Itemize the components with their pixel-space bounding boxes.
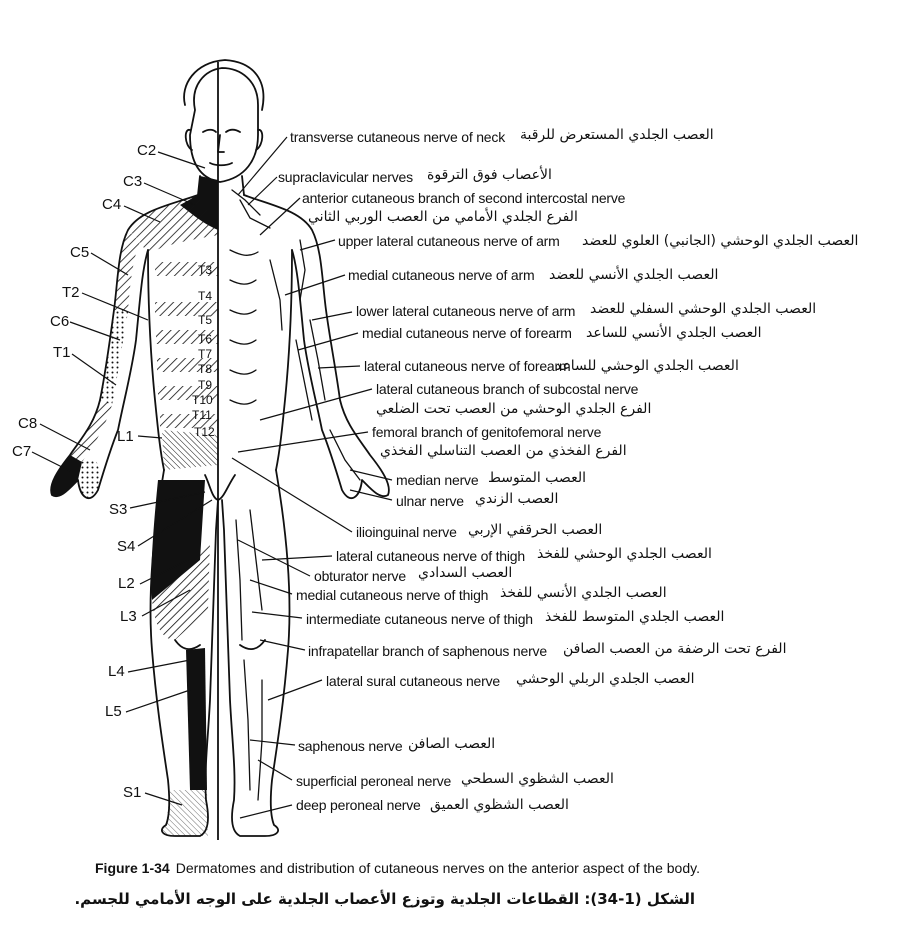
nerve-label-en: medial cutaneous nerve of forearm [362,325,572,341]
nerve-label-en: obturator nerve [314,568,406,584]
label-T1: T1 [53,344,71,361]
nerve-label-en: infrapatellar branch of saphenous nerve [308,643,547,659]
figure-number: Figure 1-34 [95,860,170,876]
label-T6: T6 [198,332,213,346]
nerve-label-ar: العصب الشظوي السطحي [461,771,614,787]
figure-caption-en [95,860,700,876]
nerve-label-ar: العصب الصافن [408,736,496,752]
nerve-label-en: lower lateral cutaneous nerve of arm [356,303,576,319]
label-L5: L5 [105,703,122,720]
label-T3: T3 [198,263,213,277]
label-C6: C6 [50,313,70,330]
label-S3: S3 [109,501,128,518]
nerve-label-ar: العصب الزندي [475,491,559,507]
nerve-label-ar: العصب الحرقفي الإربي [468,522,603,538]
label-T7: T7 [198,347,213,361]
label-C7: C7 [12,443,32,460]
nerve-label-en: supraclavicular nerves [278,169,413,185]
nerve-label-en: superficial peroneal nerve [296,773,452,789]
nerve-label-ar: العصب الجلدي الوحشي (الجانبي) العلوي للعضد [582,233,859,249]
label-L1: L1 [117,428,134,445]
nerve-label-en: anterior cutaneous branch of second intercostal nerve [302,190,626,206]
nerve-label-en: medial cutaneous nerve of arm [348,267,535,283]
nerve-label-ar: العصب الجلدي الوحشي السفلي للعضد [590,301,817,317]
nerve-label-ar: العصب الجلدي المستعرض للرقبة [520,127,714,143]
nerve-label-ar: العصب الجلدي الأنسي للعضد [549,267,719,283]
nerve-label-ar: العصب الجلدي المتوسط للفخذ [545,609,725,625]
nerve-label-ar: العصب المتوسط [488,470,586,486]
nerve-label-ar: الفرع تحت الرضفة من العصب الصافن [563,641,787,657]
label-T8: T8 [198,362,213,376]
nerve-label-en: intermediate cutaneous nerve of thigh [306,611,533,627]
figure-caption-ar: الشكل (1-34): القطاعات الجلدية وتوزع الأعصاب الجلدية على الوجه الأمامي للجسم. [74,890,695,908]
nerve-label-ar: العصب الجلدي الأنسي للفخذ [500,585,667,601]
label-T2: T2 [62,284,80,301]
label-T11: T11 [192,408,212,422]
caption-text-en: Dermatomes and distribution of cutaneous nerves on the anterior aspect of the body. [175,860,700,876]
cutaneous-nerve-branches [230,190,360,800]
nerve-label-en: lateral cutaneous nerve of forearm [364,358,571,374]
nerve-label-en: lateral sural cutaneous nerve [326,673,500,689]
nerve-label-ar: الفرع الجلدي الوحشي من العصب تحت الضلعي [376,401,652,417]
label-C4: C4 [102,196,122,213]
nerve-label-en: ilioinguinal nerve [356,524,457,540]
nerve-label-ar: العصب الشظوي العميق [430,797,569,813]
nerve-label-en: lateral cutaneous branch of subcostal nerve [376,381,639,397]
nerve-label-ar: العصب الجلدي الوحشي للفخذ [537,546,712,562]
label-T12: T12 [194,425,215,439]
nerve-label-ar: الفرع الجلدي الأمامي من العصب الوربي الثاني [308,209,578,225]
nerve-label-en: saphenous nerve [298,738,403,754]
label-C3: C3 [123,173,143,190]
nerve-label-en: femoral branch of genitofemoral nerve [372,424,602,440]
nerve-label-ar: العصب الجلدي الأنسي للساعد [586,325,762,341]
label-L2: L2 [118,575,135,592]
label-S1: S1 [123,784,142,801]
nerve-label-ar: الأعصاب فوق الترقوة [427,167,552,183]
dermatome-shading [51,176,218,836]
nerve-label-ar: الفرع الفخذي من العصب التناسلي الفخذي [380,443,627,459]
nerve-label-ar: العصب الجلدي الوحشي للساعد [555,358,739,374]
label-T5: T5 [198,313,213,327]
label-L3: L3 [120,608,137,625]
nerve-label-en: medial cutaneous nerve of thigh [296,587,489,603]
label-C2: C2 [137,142,157,159]
nerve-label-en: upper lateral cutaneous nerve of arm [338,233,560,249]
nerve-label-en: transverse cutaneous nerve of neck [290,129,505,145]
label-C5: C5 [70,244,90,261]
nerve-label-en: median nerve [396,472,479,488]
nerve-label-ar: العصب الجلدي الربلي الوحشي [516,671,695,687]
nerve-label-en: lateral cutaneous nerve of thigh [336,548,525,564]
label-C8: C8 [18,415,38,432]
label-T10: T10 [192,393,213,407]
label-S4: S4 [117,538,136,555]
label-L4: L4 [108,663,125,680]
nerve-label-en: ulnar nerve [396,493,464,509]
label-T9: T9 [198,378,213,392]
nerve-label-ar: العصب السدادي [418,565,513,581]
nerve-label-en: deep peroneal nerve [296,797,421,813]
label-T4: T4 [198,289,213,303]
